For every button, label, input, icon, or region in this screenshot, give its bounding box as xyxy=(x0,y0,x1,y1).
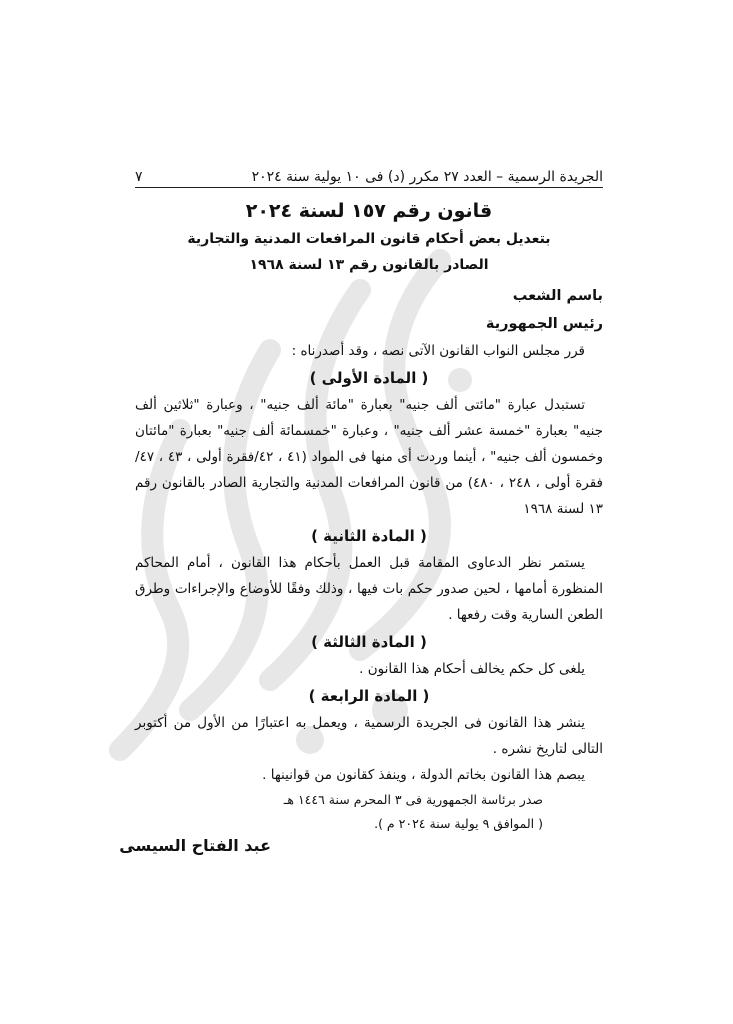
law-title-block xyxy=(135,196,603,278)
page-header xyxy=(135,160,603,188)
article-2-text: يستمر نظر الدعاوى المقامة قبل العمل بأحكام هذا القانون ، أمام المحاكم المنظورة أمامها ، لحين صدور حكم بات فيها ، وذلك وفقًا للأوضاع والإجراءات وطرق الطعن السارية وقت رفعها . xyxy=(135,555,603,623)
in-name-of-people: باسم الشعب xyxy=(512,288,603,304)
decision-text: قرر مجلس النواب القانون الآتى نصه ، وقد أصدرناه : xyxy=(291,343,585,359)
law-issued-by: الصادر بالقانون رقم ١٣ لسنة ١٩٦٨ xyxy=(249,257,489,273)
law-title: قانون رقم ١٥٧ لسنة ٢٠٢٤ xyxy=(245,200,493,222)
article-4-text: ينشر هذا القانون فى الجريدة الرسمية ، ويعمل به اعتبارًا من الأول من أكتوبر التالى لتاريخ نشره . xyxy=(135,715,603,757)
corresponding-date: ( الموافق ٩ يولية سنة ٢٠٢٤ م ). xyxy=(374,816,543,831)
law-body xyxy=(135,282,603,836)
president-signature: عبد الفتاح السيسى xyxy=(119,836,271,855)
gazette-header-title: الجريدة الرسمية – العدد ٢٧ مكرر (د) فى ١٠ يولية سنة ٢٠٢٤ xyxy=(251,169,603,185)
article-2-heading: ( المادة الثانية ) xyxy=(311,527,427,545)
article-3-text: يلغى كل حكم يخالف أحكام هذا القانون . xyxy=(359,661,585,677)
article-1-heading: ( المادة الأولى ) xyxy=(309,369,429,387)
issued-at: صدر برئاسة الجمهورية فى ٣ المحرم سنة ١٤٤٦ هـ xyxy=(283,792,543,807)
article-3-heading: ( المادة الثالثة ) xyxy=(311,633,427,651)
president-heading: رئيس الجمهورية xyxy=(485,316,603,332)
article-4-heading: ( المادة الرابعة ) xyxy=(308,687,430,705)
page-number: ٧ xyxy=(135,169,143,185)
seal-text: يبصم هذا القانون بخاتم الدولة ، وينفذ كقانون من قوانينها . xyxy=(262,767,585,783)
law-subtitle: بتعديل بعض أحكام قانون المرافعات المدنية والتجارية xyxy=(187,231,551,247)
article-1-text: تستبدل عبارة "مائتى ألف جنيه" بعبارة "مائة ألف جنيه" ، وعبارة "ثلاثين ألف جنيه" بعبارة "خمسة عشر ألف جنيه" ، وعبارة "خمسمائة ألف جنيه" بعبارة "مائتان وخمسون ألف جنيه" ، أينما وردت أى منها فى المواد (٤١ ، ٤٢/فقرة أولى ، ٤٣ ، ٤٧/ فقرة أولى ، ٢٤٨ ، ٤٨٠) من قانون المرافعات المدنية والتجارية الصادر بالقانون رقم ١٣ لسنة ١٩٦٨ xyxy=(135,397,603,517)
